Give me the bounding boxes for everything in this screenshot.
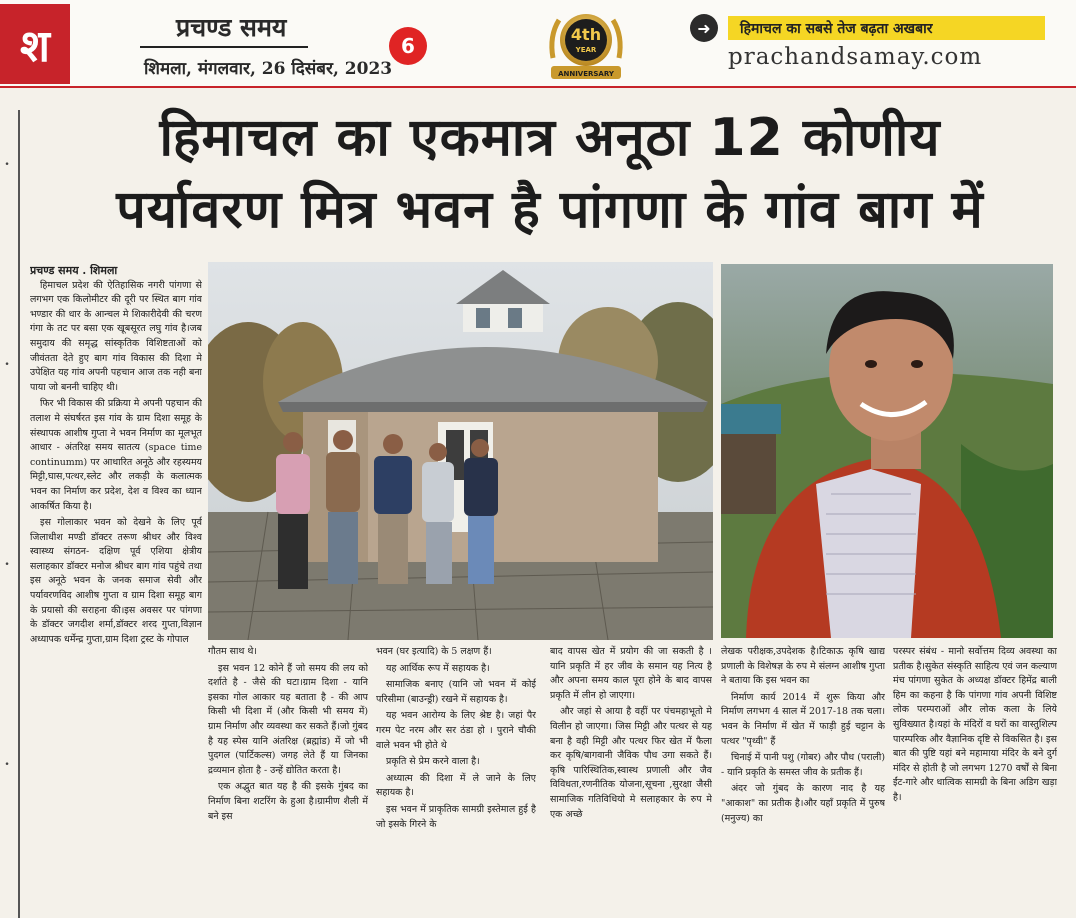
byline: प्रचण्ड समय . शिमला — [30, 264, 118, 277]
article-column-4 — [550, 645, 712, 915]
anniversary-number: 4th — [570, 25, 602, 44]
margin-dot: • — [4, 560, 10, 570]
article-paragraph: यह भवन आरोग्य के लिए श्रेष्ट है। जहां पैर गरम पेट नरम और सर ठंडा हो । पुराने चौकी वाले भवन भी होते थे — [376, 710, 536, 751]
article-paragraph: निर्माण कार्य 2014 में शुरू किया और निर्माण लगभग 4 साल में 2017-18 तक चला।भवन के निर्माण में खेत में फाड़ी हुई चट्टान के पत्थर "पृथ्वी" हैं — [721, 691, 885, 747]
article-paragraph: परस्पर संबंध - मानो सर्वोत्तम दिव्य अवस्था का प्रतीक है।सुकेत संस्कृति साहित्य एवं जन कल्याण मंच पांगणा सुकेत के अध्यक्ष डॉक्टर हिमेंद्र बाली हिम का कहना है कि पांगणा गांव अपनी विशिष्ट लोक परम्पराओं और लोक कला के लिये सुविख्यात है।यहां के मंदिरों व घरों का वास्तुशिल्प पारम्परिक और वैज्ञानिक दृष्टि से विकसित है। इस बात की पुष्टि यहां बने महामाया मंदिर के बने दुर्ग मंदिर से होती है जो लगभग 1270 वर्षों से बिना ईंट-गारे और धात्विक सामग्री के बिना अडिग खड़ा है। — [893, 646, 1057, 803]
tagline-banner — [690, 14, 1045, 42]
article-headline — [30, 102, 1070, 246]
margin-dot: • — [4, 360, 10, 370]
anniversary-badge-icon — [545, 6, 627, 84]
anniversary-label: ANNIVERSARY — [558, 70, 614, 78]
margin-rule — [18, 110, 20, 918]
newspaper-header — [0, 0, 1076, 88]
article-column-3 — [376, 645, 536, 915]
margin-dot: • — [4, 160, 10, 170]
article-paragraph: गौतम साथ थे। — [208, 646, 257, 657]
website-url: prachandsamay.com — [728, 44, 983, 70]
article-paragraph: चिनाई में पानी पशु (गोबर) और पौध (पराली) - यानि प्रकृति के समस्त जीव के प्रतीक हैं। — [721, 752, 885, 778]
page-number-badge — [389, 27, 427, 65]
article-paragraph: इस भवन में प्राकृतिक सामग्री इस्तेमाल हुई है जो इसके गिरने के — [376, 803, 536, 830]
margin-dot: • — [4, 760, 10, 770]
masthead — [140, 10, 400, 79]
headline-line-1: हिमाचल का एकमात्र अनूठा 12 कोणीय — [159, 108, 941, 168]
article-paragraph: सामाजिक बनाए (यानि जो भवन में कोई परिसीमा (बाउन्ड्री) रखने में सहायक है। — [376, 679, 536, 705]
article-paragraph: भवन (घर इत्यादि) के 5 लक्षण हैं। — [376, 646, 492, 657]
article-column-6 — [893, 645, 1057, 915]
article-paragraph: यह आर्थिक रूप में सहायक है। — [386, 662, 490, 674]
arrow-right-icon: ➜ — [690, 14, 718, 42]
article-paragraph: इस भवन 12 कोने हैं जो समय की लय को दर्शाते है - जैसे की घटा।ग्राम दिशा - यानि इसका गोल आकार यह बताता है - की आप किसी भी दिशा में (और किसी भी समय में) ग्राम निर्माण और व्यवस्था कर सकते हैं।जो गुंबद है यह स्पेस यानि अंतरिक्ष (ब्रह्मांड) में जो भी पुदगल (पार्टिकल्स) जगह लेते हैं या जिनका द्रव्यमान होता है - उन्हें द्योतित करता है। — [208, 662, 368, 776]
paper-name: प्रचण्ड समय — [140, 10, 308, 48]
article-paragraph: और जहां से आया है वहीं पर पंचमहाभूतो मे विलीन हो जाएगा। जिस मिट्टी और पत्थर से यह बना है वही मिट्टी और पत्थर फिर खेत में फैला कर कृषि/बागवानी जैविक पौध उगा सकते हैं।कृषि पारिस्थितिक,स्वास्थ प्रणाली और जैव विविधता,रणनीतिक योजना,सूचना ,सुरक्षा जैसी सामाजिक गतिविधियो मे सलाहकार के रुप मे एक अच्छे — [550, 706, 712, 820]
article-paragraph: एक अद्भुत बात यह है की इसके गुंबद का निर्माण बिना शटरिंग के हुआ है।ग्रामीण शैली में बने इस — [208, 781, 368, 822]
group-photo — [208, 262, 713, 640]
article-paragraph: हिमाचल प्रदेश की ऐतिहासिक नगरी पांगणा से लगभग एक किलोमीटर की दूरी पर स्थित बाग गांव भण्डार की धार के आन्चल मे शिकारीदेवी की चरण गंगा के तट पर बसा एक खूबसूरत लघु गांव है।जब समुदाय की समृद्ध सांस्कृतिक विशिष्टताओं को जीवंतता देते हुए बाग गांव विकास की दिशा मे उपेक्षित यह गांव अपनी पहचान आज तक नही बना पाया जो बननी चाहिए थी। — [30, 279, 202, 393]
dateline: शिमला, मंगलवार, 26 दिसंबर, 2023 — [144, 59, 393, 79]
article-paragraph: प्रकृति से प्रेम करने वाला है। — [386, 756, 480, 768]
tagline: हिमाचल का सबसे तेज बढ़ता अखबार — [728, 16, 1045, 40]
page-number: 6 — [401, 34, 415, 58]
headline-line-2: पर्यावरण मित्र भवन है पांगणा के गांव बाग में — [116, 180, 984, 240]
article-column-2 — [208, 645, 368, 915]
article-paragraph: फिर भी विकास की प्रक्रिया मे अपनी पहचान की तलाश मे संघर्षरत इस गांव के ग्राम दिशा समूह के संस्थापक आशीष गुप्ता ने भवन निर्माण का मूलभूत आधार - अंतरिक्ष समय सातत्य (space time continumm) पर आधारित अनूठे और रहस्यमय मिट्टी,घास,पत्थर,स्लेट और लकड़ी के कलात्मक भवन का निर्माण कर प्रदेश, देश व विश्व का ध्यान आकर्षित किया है। — [30, 398, 202, 512]
portrait-photo — [721, 264, 1053, 638]
section-tab-letter: श — [20, 21, 50, 72]
section-tab — [0, 4, 70, 84]
article-paragraph: बाद वापस खेत में प्रयोग की जा सकती है । यानि प्रकृति में हर जीव के समान यह नित्य है और अपना समय काल पूरा होने के बाद वापस प्रकृति में लीन हो जाएगा। — [550, 646, 712, 701]
article-column-1 — [30, 264, 202, 914]
anniversary-year: YEAR — [575, 46, 597, 54]
article-paragraph: लेखक परीक्षक,उपदेशक है।टिकाऊ कृषि खाद्य प्रणाली के विशेषज्ञ के रुप मे संलग्न आशीष गुप्ता ने बताया कि इस भवन का — [721, 646, 885, 687]
article-column-5 — [721, 645, 885, 915]
article-paragraph: इस गोलाकार भवन को देखने के लिए पूर्व जिलाधीश मण्डी डॉक्टर तरूण श्रीधर और विश्व स्वास्थ्य संगठन- दक्षिण पूर्व एशिया क्षेत्रीय सलाहकार डॉक्टर मनोज श्रीधर बाग गांव पहुंचे तथा इस अनूठे भवन के जनक समाज सेवी और पर्यावरणविद आशीष गुप्ता व ग्राम दिशा समूह बाग के प्रयासो की सराहना की।इस अवसर पर पांगणा के डॉक्टर जगदीश शर्मा,डॉक्टर शरद गुप्ता,विज्ञान अध्यापक धर्मेन्द्र गुप्ता,ग्राम दिशा ट्रस्ट के गोपाल — [30, 517, 202, 645]
article-paragraph: अंदर जो गुंबद के कारण नाद है यह "आकाश" का प्रतीक है।और यहाँ प्रकृति में पुरुष (मनुज्य) का — [721, 783, 885, 824]
article-paragraph: अध्यात्म की दिशा में ले जाने के लिए सहायक है। — [376, 772, 536, 799]
